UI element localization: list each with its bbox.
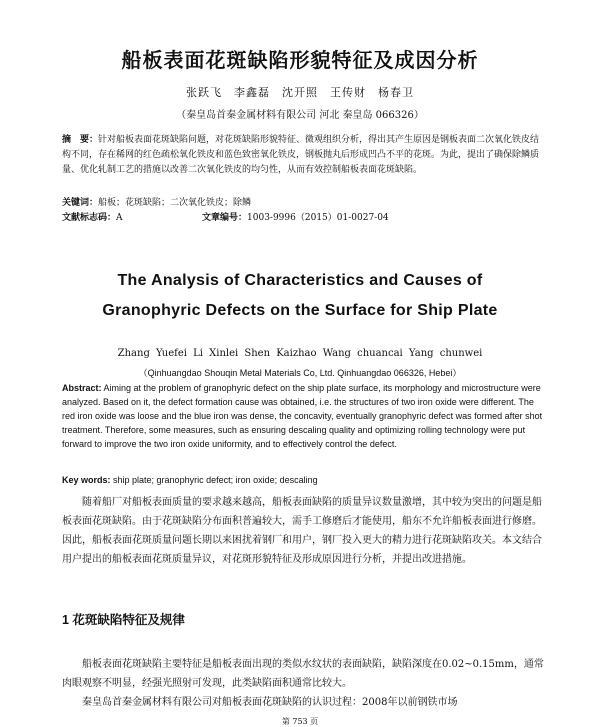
section-heading: 1 花斑缺陷特征及规律: [62, 613, 185, 627]
article-number-label: 文章编号：: [202, 213, 248, 223]
introduction-paragraph: 随着船厂对船板表面质量的要求越来越高，船板表面缺陷的质量异议数量激增，其中较为突出的问题是船板表面花斑缺陷。由于花斑缺陷分布面积普遍较大，需手工修磨后才能使用，船东不允许船板表面进行修磨。因此，船板表面花斑质量问题长期以来困扰着钢厂和用户，钢厂投入更大的精力进行花斑缺陷攻关。本文结合用户提出的船板表面花斑质量异议，对花斑形貌特征及形成原因进行分析，并提出改进措施。: [62, 497, 542, 565]
english-title-line-2: Granophyric Defects on the Surface for Ship Plate: [102, 302, 498, 319]
chinese-abstract-text: 针对船板表面花斑缺陷问题，对花斑缺陷形貌特征、微观组织分析，得出其产生原因是钢板表面二次氧化铁皮结构不同，存在稀网的红色疏松氧化铁皮和蓝色致密氧化铁皮，钢板抛丸后形成凹凸不平的花斑。为此，提出了确保除鳞质量、优化轧制工艺的措施以改善二次氧化铁皮的均匀性，从而有效控制船板表面花斑缺陷。: [62, 135, 540, 175]
chinese-authors: 张跃飞 李鑫磊 沈开照 王传财 杨春卫: [186, 86, 414, 99]
english-keywords-label: Key words:: [62, 475, 111, 485]
page-number: 第 753 页: [281, 717, 319, 726]
introduction: [62, 493, 544, 569]
article-number-value: 1003-9996（2015）01-0027-04: [247, 213, 389, 223]
section-paragraph-2: 秦皇岛首秦金属材料有限公司对船板表面花斑缺陷的认识过程：2008年以前钢铁市场: [82, 697, 458, 708]
english-abstract-label: Abstract:: [62, 383, 102, 393]
chinese-keywords-text: 船板；花斑缺陷；二次氧化铁皮；除鳞: [98, 198, 252, 208]
english-keywords-text: ship plate; granophyric defect; iron oxide; descaling: [110, 475, 318, 485]
english-abstract: [62, 381, 544, 451]
english-abstract-text: Aiming at the problem of granophyric defect on the ship plate surface, its morphology and microstructure were analyzed. Based on it, the defect formation cause was obtained, i.e. the structures of two iron oxide were different. The red iron oxide was loose and the blue iron was dense, the concavity, eventually granophyric defect was formed after shot treatment. Therefore, some measures, such as ensuring descaling quality and optimizing rolling technology were put forward to improve the two iron oxide uniformity, and to effectively control the defect.: [62, 383, 543, 449]
chinese-abstract-label: 摘 要：: [62, 135, 99, 145]
chinese-abstract: [62, 133, 542, 178]
doc-code-value: A: [116, 213, 123, 223]
english-authors: Zhang Yuefei Li Xinlei Shen Kaizhao Wang chuancai Yang chunwei: [117, 348, 483, 359]
section-body: [62, 655, 544, 712]
chinese-title: 船板表面花斑缺陷形貌特征及成因分析: [121, 50, 479, 72]
chinese-meta-line: [62, 211, 542, 226]
english-affiliation: （Qinhuangdao Shouqin Metal Materials Co, Ltd. Qinhuangdao 066326, Hebei）: [138, 368, 462, 378]
english-title-line-1: The Analysis of Characteristics and Causes of: [117, 272, 483, 289]
chinese-keywords: [62, 196, 542, 211]
chinese-keywords-label: 关键词：: [62, 198, 99, 208]
section-paragraph-1: 船板表面花斑缺陷主要特征是船板表面出现的类似水纹状的表面缺陷，缺陷深度在0.02~0.15mm，通常肉眼观察不明显，经强光照射可发现，此类缺陷面积通常比较大。: [62, 659, 544, 689]
english-keywords: [62, 473, 544, 487]
article-number: [202, 211, 389, 226]
doc-code-label: 文献标志码：: [62, 213, 117, 223]
chinese-affiliation: （秦皇岛首秦金属材料有限公司 河北 秦皇岛 066326）: [176, 110, 424, 121]
